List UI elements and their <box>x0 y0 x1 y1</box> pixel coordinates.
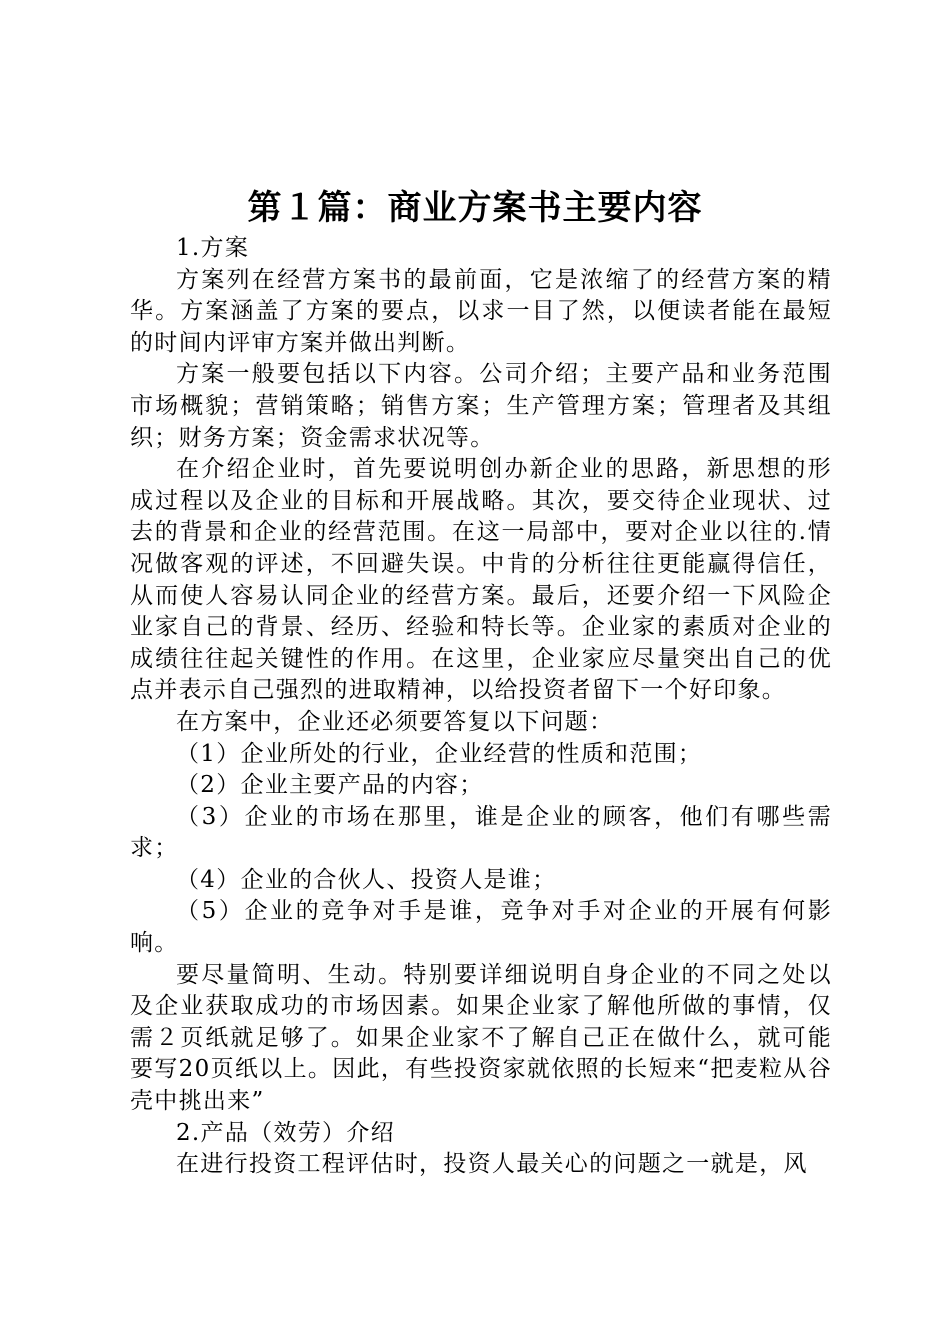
document-title: 第１篇：商业方案书主要内容 <box>247 188 703 228</box>
section-heading-product: 2.产品（效劳）介绍 <box>176 1119 395 1146</box>
paragraph: 方案列在经营方案书的最前面，它是浓缩了的经营方案的精华。方案涵盖了方案的要点，以求一目了然，以便读者能在最短的时间内评审方案并做出判断。 <box>130 266 832 356</box>
paragraph: 在进行投资工程评估时，投资人最关心的问题之一就是，风 <box>176 1151 808 1178</box>
paragraph: 在方案中，企业还必须要答复以下问题： <box>176 708 614 735</box>
document-body <box>130 233 832 1181</box>
paragraph: 方案一般要包括以下内容。公司介绍；主要产品和业务范围市场概貌；营销策略；销售方案；生产管理方案；管理者及其组织；财务方案；资金需求状况等。 <box>130 361 832 451</box>
list-item: （3）企业的市场在那里，谁是企业的顾客，他们有哪些需求； <box>130 803 832 862</box>
section-heading-plan: 1.方案 <box>176 235 250 261</box>
list-item: （5）企业的竞争对手是谁，竞争对手对企业的开展有何影响。 <box>130 898 832 957</box>
list-item: （4）企业的合伙人、投资人是谁； <box>176 866 557 893</box>
list-item: （1）企业所处的行业，企业经营的性质和范围； <box>176 740 703 767</box>
paragraph: 在介绍企业时，首先要说明创办新企业的思路，新思想的形成过程以及企业的目标和开展战略。其次，要交待企业现状、过去的背景和企业的经营范围。在这一局部中，要对企业以往的.情况做客观的评述，不回避失误。中肯的分析往往更能赢得信任，从而使人容易认同企业的经营方案。最后，还要介绍一下风险企业家自己的背景、经历、经验和特长等。企业家的素质对企业的成绩往往起关键性的作用。在这里，企业家应尽量突出自己的优点并表示自己强烈的进取精神，以给投资者留下一个好印象。 <box>130 456 832 704</box>
paragraph: 要尽量简明、生动。特别要详细说明自身企业的不同之处以及企业获取成功的市场因素。如果企业家了解他所做的事情，仅需２页纸就足够了。如果企业家不了解自己正在做什么，就可能要写20页纸以上。因此，有些投资家就依照的长短来“把麦粒从谷壳中挑出来” <box>130 961 832 1115</box>
list-item: （2）企业主要产品的内容； <box>176 772 484 799</box>
